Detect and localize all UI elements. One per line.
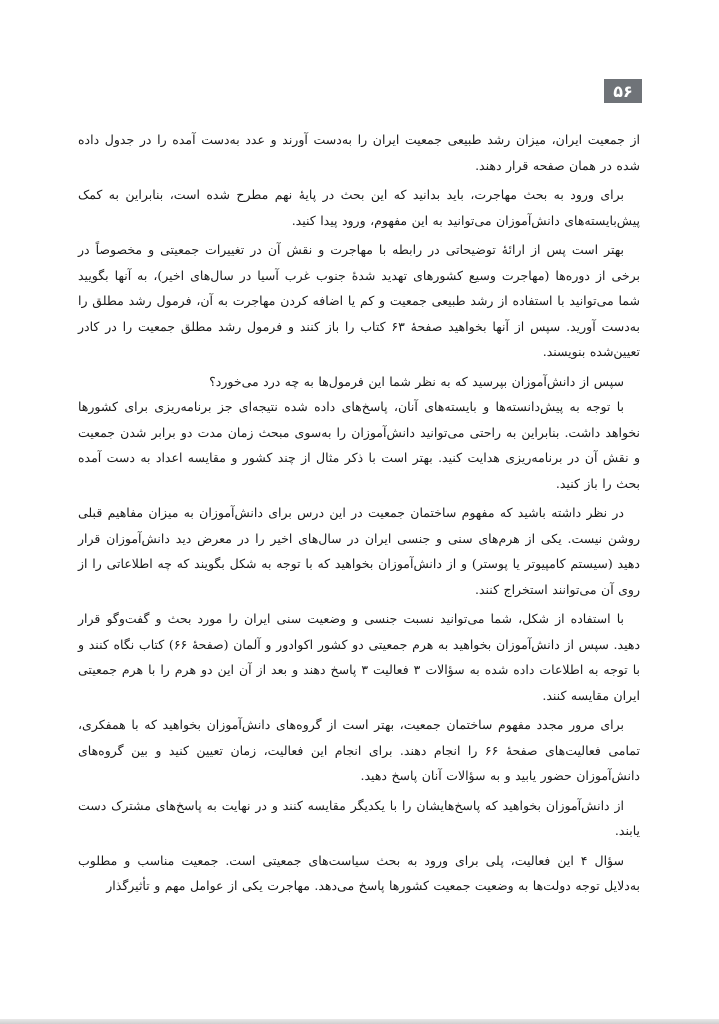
- paragraph: برای ورود به بحث مهاجرت، باید بدانید که این بحث در پایهٔ نهم مطرح شده است، بنابراین به کمک پیش‌بایسته‌های دانش‌آموزان می‌توانید به این مفهوم، ورود پیدا کنید.: [78, 187, 640, 228]
- paragraph: بهتر است پس از ارائهٔ توضیحاتی در رابطه با مهاجرت و نقش آن در تغییرات جمعیتی و مخصوصاً در برخی از دوره‌ها (مهاجرت وسیع کشورهای تهدید شدهٔ جنوب غرب آسیا در سال‌های اخیر)، به آنها بگویید شما می‌توانید با استفاده از رشد طبیعی جمعیت و کم یا اضافه کردن مهاجرت به آن، فرمول رشد مطلق را به‌دست آورید. سپس از آنها بخواهید صفحهٔ ۶۳ کتاب را باز کنند و فرمول رشد مطلق جمعیت را در کادر تعیین‌شده بنویسند.: [78, 242, 640, 359]
- paragraph: از دانش‌آموزان بخواهید که پاسخ‌هایشان را با یکدیگر مقایسه کنند و در نهایت به پاسخ‌های مشترک دست یابند.: [78, 797, 640, 838]
- paragraph: با توجه به پیش‌دانسته‌ها و بایسته‌های آنان، پاسخ‌های داده شده نتیجه‌ای جز برنامه‌ریزی برای کشورها نخواهد داشت. بنابراین به راحتی می‌توانید دانش‌آموزان را به‌سوی مبحث زمان مدت دو برابر شدن جمعیت و نقش آن در برنامه‌ریزی هدایت کنید. بهتر است با ذکر مثال از چند کشور و مقایسه اعداد به دست آمده بحث را باز کنید.: [78, 399, 640, 491]
- paragraph: از جمعیت ایران، میزان رشد طبیعی جمعیت ایران را به‌دست آورند و عدد به‌دست آمده را در جدول داده شده در همان صفحه قرار دهند.: [78, 132, 640, 173]
- page-bottom-edge: [0, 1019, 719, 1024]
- paragraph: سؤال ۴ این فعالیت، پلی برای ورود به بحث سیاست‌های جمعیتی است. جمعیت مناسب و مطلوب به‌دلایل توجه دولت‌ها به وضعیت جمعیت کشورها پاسخ می‌دهد. مهاجرت یکی از عوامل مهم و تأثیرگذار: [78, 852, 640, 893]
- paragraph: در نظر داشته باشید که مفهوم ساختمان جمعیت در این درس برای دانش‌آموزان به میزان مفاهیم قبلی روشن نیست. یکی از هرم‌های سنی و جنسی ایران در سال‌های اخیر را در معرض دید دانش‌آموزان قرار دهید (سیستم کامپیوتر یا پوستر) و از دانش‌آموزان بخواهید که با توجه به شکل بگویند که چه اطلاعاتی را از روی آن می‌توانند استخراج کنند.: [78, 505, 640, 597]
- paragraph: برای مرور مجدد مفهوم ساختمان جمعیت، بهتر است از گروه‌های دانش‌آموزان بخواهید که با همفکری، تمامی فعالیت‌های صفحهٔ ۶۶ را انجام دهند. برای انجام این فعالیت، زمان تعیین کنید و بین گروه‌های دانش‌آموزان حضور یابید و به سؤالات آنان پاسخ دهید.: [78, 717, 640, 783]
- paragraph: با استفاده از شکل، شما می‌توانید نسبت جنسی و وضعیت سنی ایران را مورد بحث و گفت‌وگو قرار دهید. سپس از دانش‌آموزان بخواهید به هرم جمعیتی دو کشور اکوادور و آلمان (صفحهٔ ۶۶) کتاب نگاه کنند و با توجه به اطلاعات داده شده به سؤالات ۳ فعالیت ۳ پاسخ دهند و بعد از آن این دو هرم را با هرم جمعیتی ایران مقایسه کنند.: [78, 611, 641, 703]
- paragraph-question: سپس از دانش‌آموزان بپرسید که به نظر شما این فرمول‌ها به چه درد می‌خورد؟: [209, 373, 624, 389]
- page-number: ۵۶: [604, 79, 642, 103]
- page-body: [78, 127, 640, 903]
